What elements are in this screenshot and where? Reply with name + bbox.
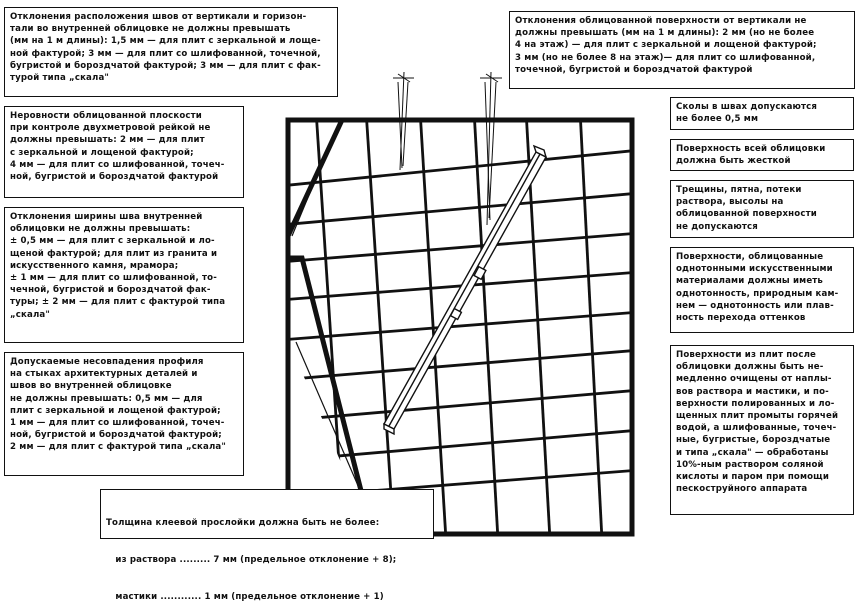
slab-grid xyxy=(280,110,640,540)
cladding-edge xyxy=(288,120,342,236)
note-profile-mismatch: Допускаемые несовпадения профиля на стыках архитектурных деталей и швов во внутренней облицовке не должны превышать: 0,5 мм — для плит с зеркальной и лощеной фактурой; 1 мм — для плит со шлифованной, точеч- ной, бугристой и бороздчатой фактурой; 2 мм — для плит с фактурой типа „скала" xyxy=(4,352,244,476)
note-cleaning: Поверхности из плит после облицовки должны быть не- медленно очищены от наплы- вов раствора и мастики, и по- верхности полированных и ло- щенных плит промыты горячей водой, а шлифованные, точеч- ные, бугристые, бороздчатые и типа „скала" — обработаны 10%-ным раствором соляной кислоты и паром при помощи пескоструйного аппарата xyxy=(670,345,854,515)
note-seam-position: Отклонения расположения швов от вертикали и горизон- тали во внутренней облицовке не должны превышать (мм на 1 м длины): 1,5 мм — для плит с зеркальной и лоще- ной фактурой; 3 мм — для плит со шлифованной, точечной, бугристой и бороздчатой фактурой; 3 мм — для плит с фак- турой типа „скала" xyxy=(4,7,338,97)
plumb-lines xyxy=(393,72,502,225)
note-rigidity: Поверхность всей облицовки должна быть жесткой xyxy=(670,139,854,171)
note-chips: Сколы в швах допускаются не более 0,5 мм xyxy=(670,97,854,130)
note-cracks: Трещины, пятна, потеки раствора, высолы на облицованной поверхности не допускаются xyxy=(670,180,854,238)
note-uniformity: Поверхности, облицованные однотонными искусственными материалами должны иметь однотонность, природным кам- нем — однотонность или плав- ность перехода оттенков xyxy=(670,247,854,333)
note-plane-unevenness: Неровности облицованной плоскости при контроле двухметровой рейкой не должны превышать: 2 мм — для плит с зеркальной и лощеной фактурой; 4 мм — для плит со шлифованной, точеч- ной, бугристой и бороздчатой фактурой xyxy=(4,106,244,198)
note-seam-width: Отклонения ширины шва внутренней облицовки не должны превышать: ± 0,5 мм — для плит с зеркальной и ло- щеной фактурой; для плит из гранита и искусственного камня, мрамора; ± 1 мм — для плит со шлифованной, то- чечной, бугристой и бороздчатой фак- туры; ± 2 мм — для плит с фактурой типа „скала" xyxy=(4,207,244,343)
note-surface-vertical: Отклонения облицованной поверхности от вертикали не должны превышать (мм на 1 м длины): 2 мм (но не более 4 на этаж) — для плит с зеркальной и лощеной фактурой; 3 мм (но не более 8 на этаж)— для плит со шлифованной, точечной, бугристой и бороздчатой фактурой xyxy=(509,11,855,89)
note-adhesive: Толщина клеевой прослойки должна быть не более: из раствора ......... 7 мм (предельное отклонение + 8); мастики ............ 1 мм (предельное отклонение + 1) xyxy=(100,489,434,539)
